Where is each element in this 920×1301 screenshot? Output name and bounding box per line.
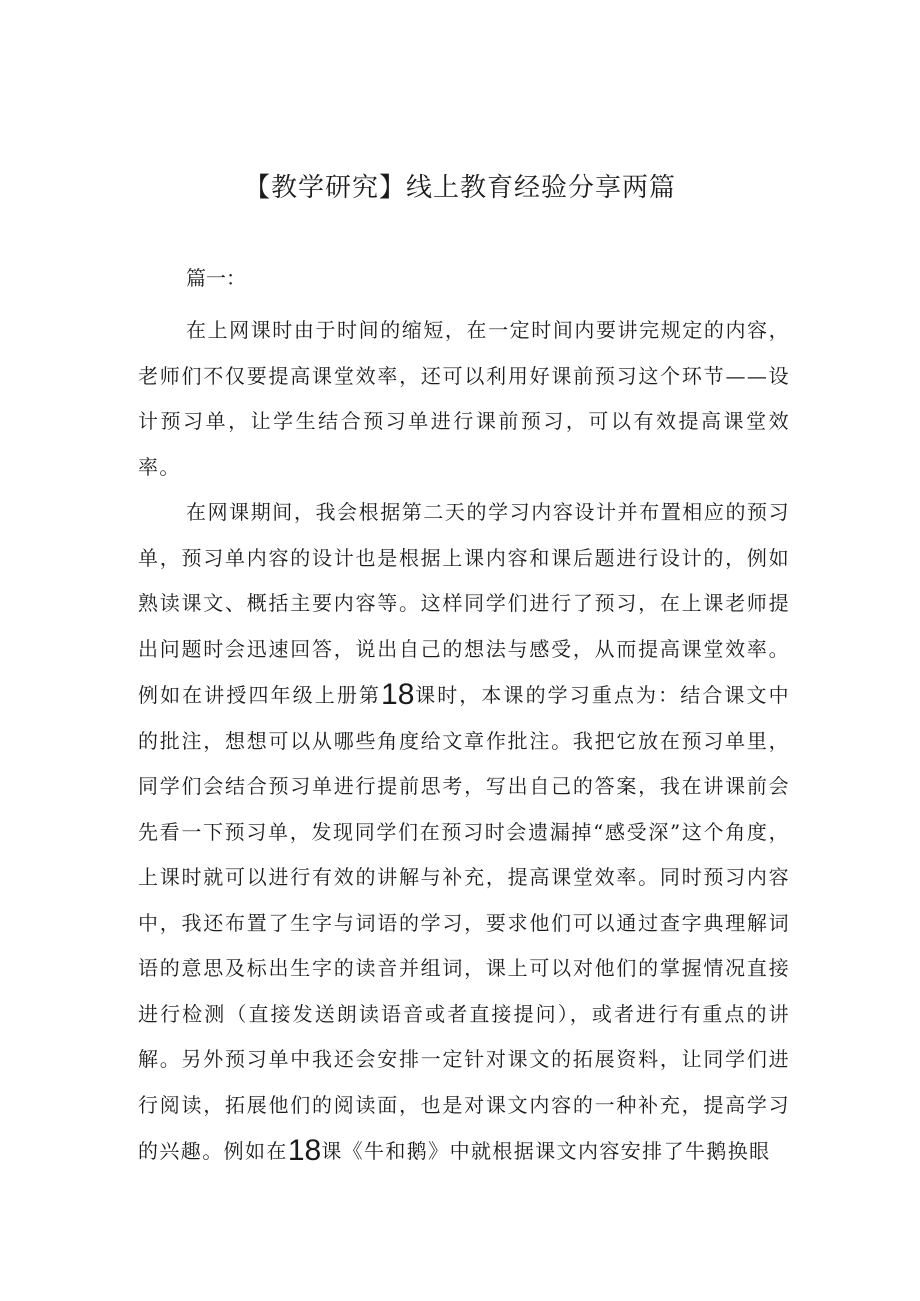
paragraph-2-text-a: 在网课期间，我会根据第二天的学习内容设计并布置相应的预习单，预习单内容的设计也是根据上课内容和课后题进行设计的，例如熟读课文、概括主要内容等。这样同学们进行了预习，在上课老师提出问题时会迅速回答，说出自己的想法与感受，从而提高课堂效率。例如在讲授四年级上册第 (138, 500, 790, 707)
paragraph-2 (138, 490, 790, 1175)
paragraph-1: 在上网课时由于时间的缩短，在一定时间内要讲完规定的内容，老师们不仅要提高课堂效率，还可以利用好课前预习这个环节——设计预习单，让学生结合预习单进行课前预习，可以有效提高课堂效率。 (138, 318, 790, 479)
document-body (138, 308, 790, 1175)
section-label: 篇一： (186, 266, 246, 290)
paragraph-2-text-c: 课《牛和鹅》中就根据课文内容安排了牛鹅换眼 (321, 1139, 771, 1163)
lesson-number: 18 (381, 678, 415, 711)
paragraph-2-text-b: 课时，本课的学习重点为：结合课文中的批注，想想可以从哪些角度给文章作批注。我把它放在预习单里，同学们会结合预习单进行提前思考，写出自己的答案，我在讲课前会先看一下预习单，发现同学们在预习时会遗漏掉“感受深”这个角度，上课时就可以进行有效的讲解与补充，提高课堂效率。同时预习内容中，我还布置了生字与词语的学习，要求他们可以通过查字典理解词语的意思及标出生字的读音并组词，课上可以对他们的掌握情况直接进行检测（直接发送朗读语音或者直接提问），或者进行有重点的讲解。另外预习单中我还会安排一定针对课文的拓展资料，让同学们进行阅读，拓展他们的阅读面，也是对课文内容的一种补充，提高学习的兴趣。例如在 (138, 683, 790, 1163)
lesson-number: 18 (287, 1134, 322, 1167)
document-title: 【教学研究】线上教育经验分享两篇 (243, 173, 676, 203)
